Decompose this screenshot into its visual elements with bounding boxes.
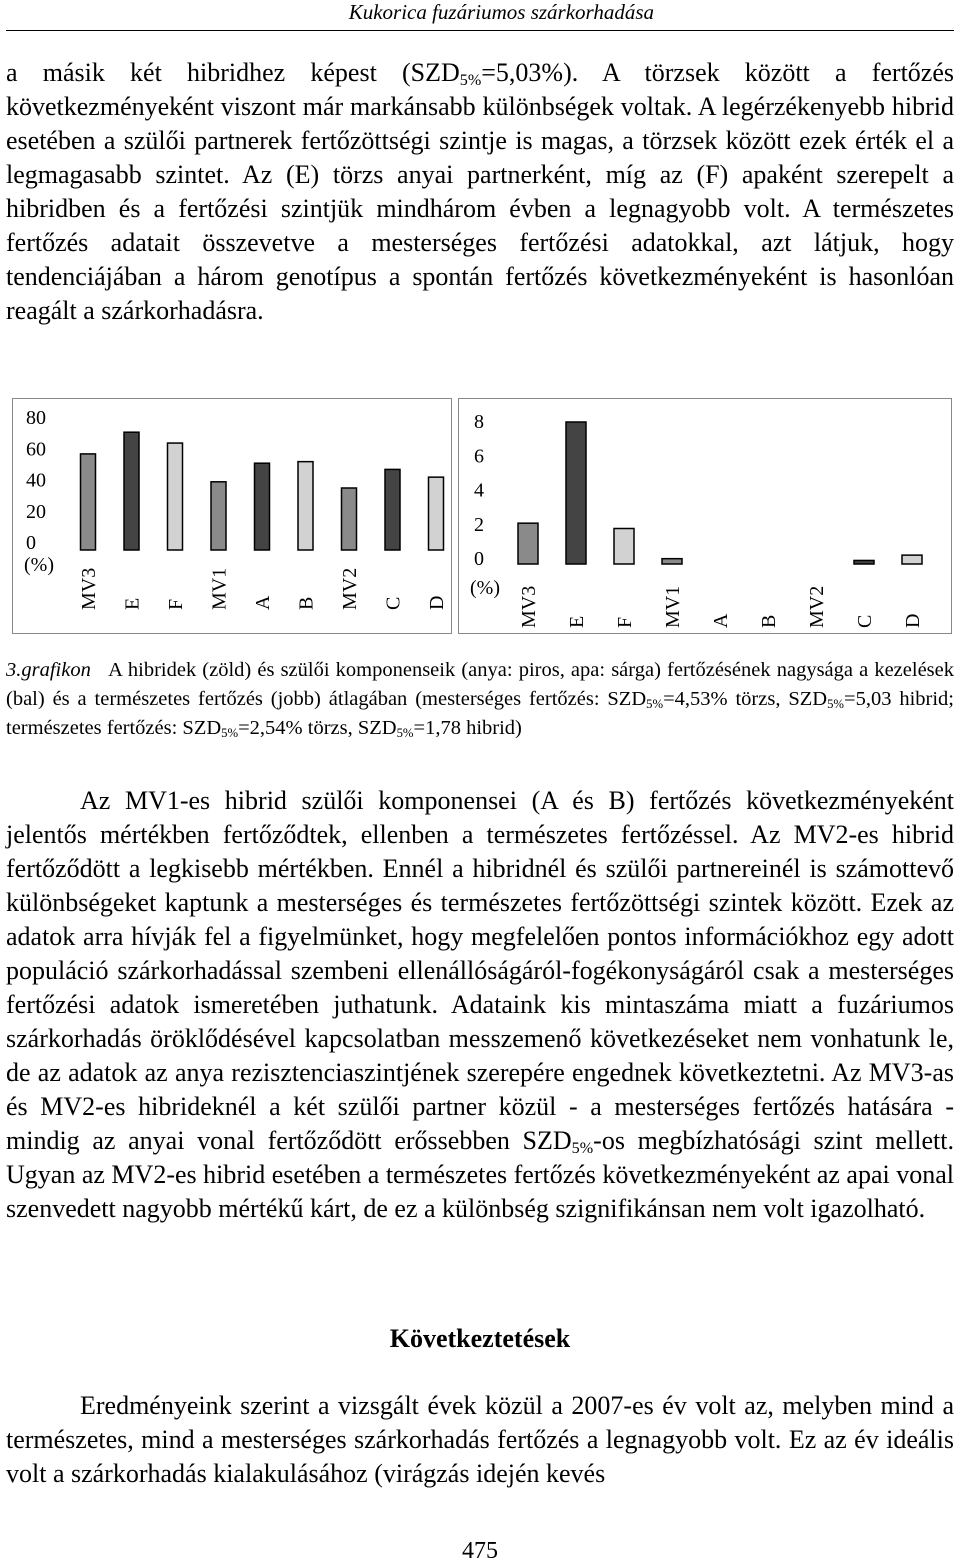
caption-text-5: =1,78 hibrid): [413, 717, 522, 739]
x-tick-label: E: [566, 615, 588, 628]
header-rule: [6, 30, 954, 31]
x-tick-label: MV1: [208, 567, 231, 610]
y-tick-label: 0: [26, 532, 36, 554]
y-tick-label: 20: [26, 500, 46, 523]
caption-text-3: =5,03 hibrid; természetes fertőzés: SZD: [6, 688, 955, 739]
bar-f: [168, 443, 183, 550]
bar-mv3: [81, 454, 96, 550]
page-number: 475: [462, 1538, 498, 1564]
paragraph-2-rest: -os megbízhatósági szint mellett. Ugyan az MV2-es hibrid esetében a természetes fertőzés következményeként az apai vonal szenvedett nagyobb mértékű kárt, de ez a különbség szignifikánsan nem volt igazolható.: [6, 1126, 954, 1223]
caption-text-4: =2,54% törzs, SZD: [238, 717, 397, 739]
x-tick-label: C: [854, 614, 876, 628]
x-tick-label: D: [426, 595, 448, 610]
x-tick-label: E: [121, 597, 144, 610]
paragraph-1-rest: =5,03%). A törzsek között a fertőzés következményeként viszont már markánsabb különbségek voltak. A legérzékenyebb hibrid esetében a szülői partnerek fertőzöttségi szintje is magas, a törzsek között ezek érték el a legmagasabb szintet. Az (E) törzs anyai partnerként, míg az (F) apaként szerepelt a hibridben és a fertőzési szintjük mindhárom évben a legnagyobb volt. A természetes fertőzés adatait összevetve a mesterséges fertőzési adatokkal, azt látjuk, hogy tendenciájában a három genotípus a spontán fertőzés következményeként is hasonlóan reagált a szárkorhadásra.: [6, 58, 954, 325]
y-axis-label: (%): [470, 577, 500, 599]
bar-e: [566, 422, 586, 564]
paragraph-2: [6, 784, 954, 1226]
x-tick-label: MV3: [78, 567, 100, 610]
running-head: Kukorica fuzáriumos szárkorhadása: [348, 0, 654, 24]
caption-sub-3: 5%: [221, 726, 239, 741]
section-heading: Következtetések: [389, 1324, 571, 1353]
x-tick-label: B: [758, 614, 780, 628]
y-tick-label: 2: [474, 513, 484, 536]
x-tick-label: MV2: [339, 567, 361, 610]
bar-d: [902, 555, 922, 564]
y-tick-label: 0: [474, 548, 484, 570]
paragraph-3: Eredményeink szerint a vizsgált évek közül a 2007-es év volt az, melyben mind a természetes, mind a mesterséges szárkorhadás fertőzés a legnagyobb volt. Ez az év ideális volt a szárkorhadás kialakulásához (virágzás idején kevés: [6, 1391, 954, 1488]
caption-sub-2: 5%: [827, 697, 845, 712]
y-tick-label: 40: [26, 469, 46, 492]
x-tick-label: C: [382, 596, 405, 610]
caption-text-1: A hibridek (zöld) és szülői komponenseik (anya: piros, apa: sárga) fertőzésének nagysága a kezelések (bal) és a természetes fertőzés (jobb) átlagában (mesterséges fertőzés: SZD: [6, 659, 954, 710]
chart-natural-infection: [458, 398, 952, 634]
paragraph-1-start: a másik két hibridhez képest (SZD: [6, 58, 460, 87]
y-tick-label: 4: [474, 479, 484, 502]
y-tick-label: 60: [26, 438, 46, 461]
x-tick-label: D: [902, 613, 924, 628]
caption-text-2: =4,53% törzs, SZD: [663, 688, 828, 710]
y-tick-label: 80: [26, 407, 46, 429]
bar-mv2: [342, 488, 357, 550]
x-tick-label: MV1: [662, 585, 684, 628]
x-tick-label: MV2: [806, 585, 828, 628]
x-tick-label: F: [165, 598, 187, 610]
chart-artificial-infection: [12, 398, 452, 634]
caption-sub-1: 5%: [646, 697, 664, 712]
bar-c: [385, 469, 400, 550]
x-tick-label: A: [710, 613, 732, 628]
x-tick-label: F: [614, 616, 636, 628]
bar-mv3: [518, 523, 538, 564]
bar-f: [614, 529, 634, 565]
y-axis-label: (%): [24, 554, 54, 576]
bar-a: [255, 463, 270, 550]
bar-mv1: [211, 482, 226, 550]
szd-subscript-2: 5%: [571, 1140, 594, 1158]
bar-e: [124, 432, 139, 550]
caption-sub-4: 5%: [396, 726, 414, 741]
x-tick-label: B: [295, 596, 318, 610]
y-tick-label: 8: [474, 411, 484, 433]
szd-subscript: 5%: [459, 72, 482, 90]
bar-d: [429, 477, 444, 550]
bar-b: [298, 462, 313, 550]
bar-c: [854, 560, 874, 564]
figure-caption: [6, 656, 954, 743]
paragraph-1: [6, 56, 954, 328]
figure-label: 3.grafikon: [6, 659, 91, 681]
x-tick-label: MV3: [518, 585, 540, 628]
x-tick-label: A: [252, 595, 274, 610]
bar-mv1: [662, 559, 682, 564]
paragraph-2-start: Az MV1-es hibrid szülői komponensei (A és B) fertőzés következményeként jelentős mértékben fertőződtek, ellenben a természetes fertőzéssel. Az MV2-es hibrid fertőződött a legkisebb mértékben. Ennél a hibridnél és szülői partnereinél is számottevő különbségeket kaptunk a mesterséges és természetes fertőzöttségi szintek között. Ezek az adatok arra hívják fel a figyelmünket, hogy megfelelően pontos információkhoz egy adott populáció szárkorhadással szembeni ellenállóságáról-fogékonyságáról csak a mesterséges fertőzési adatok ismeretében juthatunk. Adataink kis mintaszáma miatt a fuzáriumos szárkorhadás öröklődésével kapcsolatban messzemenő következéseket nem vonhatunk le, de az adatok az anya rezisztenciaszintjének szerepére engednek következtetni. Az MV3-as és MV2-es hibrideknél a két szülői partner közül - a mesterséges fertőzés hatására - mindig az anyai vonal fertőződött erőssebben SZD: [6, 786, 954, 1155]
y-tick-label: 6: [474, 445, 484, 468]
